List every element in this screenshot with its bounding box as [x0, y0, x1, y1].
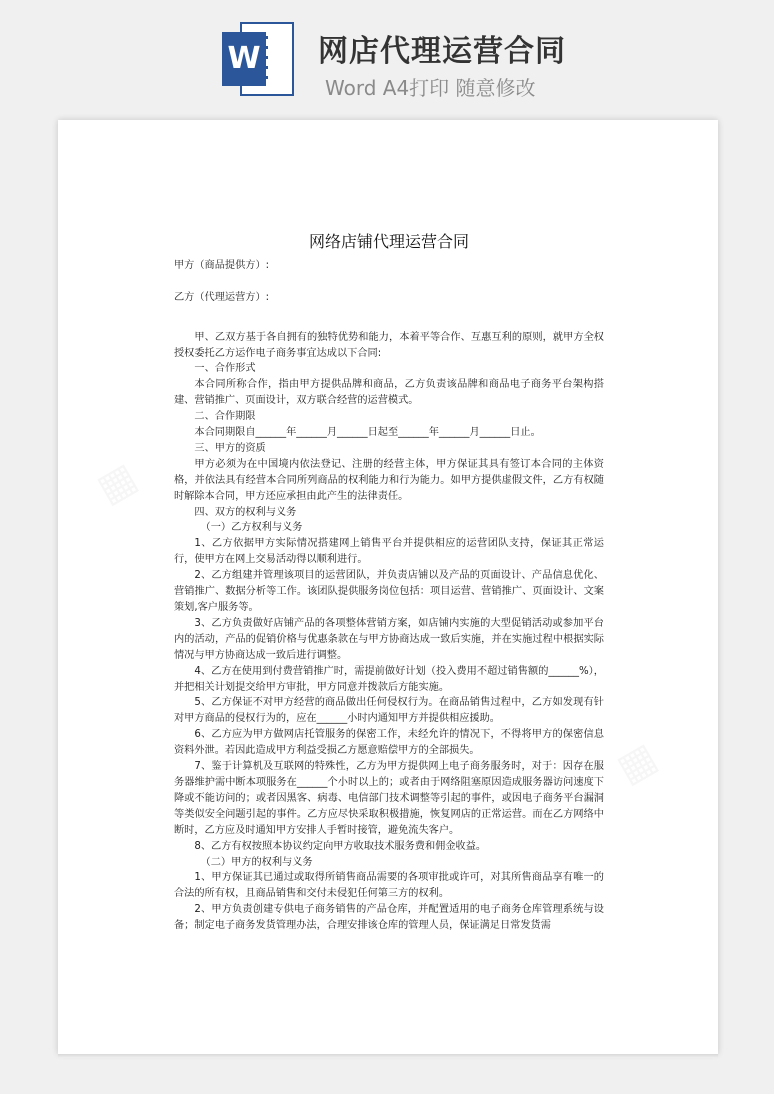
list-item: 3、乙方负责做好店铺产品的各项整体营销方案，如店铺内实施的大型促销活动或参加平台内的活动，产品的促销价格与优惠条款在与甲方协商达成一致后实施，并在实施过程中根据实际情况与甲方协商达成一致后进行调整。 [174, 617, 604, 661]
list-item: 4、乙方在使用到付费营销推广时，需提前做好计划（投入费用不超过销售额的______%），并把相关计划提交给甲方审批，甲方同意并拨款后方能实施。 [174, 665, 604, 693]
document-title: 网络店铺代理运营合同 [308, 232, 469, 251]
logo-letter: W [222, 32, 266, 86]
document-body [174, 258, 604, 934]
list-item: 1、甲方保证其已通过或取得所销售商品需要的各项审批或许可，对其所售商品享有唯一的合法的所有权，且商品销售和交付未侵犯任何第三方的权利。 [174, 872, 604, 900]
section-heading: 一、合作形式 [194, 363, 256, 375]
list-item: 2、甲方负责创建专供电子商务销售的产品仓库，并配置适用的电子商务仓库管理系统与设备；制定电子商务发货管理办法，合理安排该仓库的管理人员，保证满足日常发货需 [174, 904, 604, 932]
subsection-heading: （二）甲方的权利与义务 [200, 856, 313, 868]
document-page [58, 120, 718, 1054]
party-b-line: 乙方（代理运营方）: [174, 291, 270, 303]
section-heading: 四、双方的权利与义务 [194, 506, 297, 518]
section-heading: 二、合作期限 [194, 411, 256, 423]
page-banner [0, 0, 774, 112]
list-item: 5、乙方保证不对甲方经营的商品做出任何侵权行为。在商品销售过程中，乙方如发现有针对甲方商品的侵权行为的，应在______小时内通知甲方并提供相应援助。 [174, 697, 604, 725]
preamble-paragraph: 甲、乙双方基于各自拥有的独特优势和能力，本着平等合作、互惠互利的原则，就甲方全权授权委托乙方运作电子商务事宜达成以下合同: [174, 331, 604, 359]
list-item: 7、鉴于计算机及互联网的特殊性，乙方为甲方提供网上电子商务服务时，对于：因存在服务器维护需中断本项服务在______个小时以上的；或者由于网络阻塞原因造成服务器访问速度下降或不能访问的；或者因黑客、病毒、电信部门技术调整等引起的事件，或因电子商务平台漏洞等类似安全问题引起的事件。乙方应尽快采取积极措施，恢复网店的正常运营。而在乙方网络中断时，乙方应及时通知甲方安排人手暂时接管，避免流失客户。 [174, 761, 604, 836]
watermark [609, 734, 665, 793]
section-heading: 三、甲方的资质 [194, 442, 266, 454]
party-a-line: 甲方（商品提供方）: [174, 260, 270, 271]
banner-title: 网店代理运营合同 [318, 34, 566, 69]
watermark [89, 454, 145, 513]
list-item: 2、乙方组建并管理该项目的运营团队，并负责店铺以及产品的页面设计、产品信息优化、营销推广、数据分析等工作。该团队提供服务岗位包括：项目运营、营销推广、页面设计、文案策划,客户服务等。 [174, 570, 604, 613]
banner-subtitle: Word A4打印 随意修改 [325, 76, 536, 100]
list-item: 1、乙方依据甲方实际情况搭建网上销售平台并提供相应的运营团队支持，保证其正常运行，使甲方在网上交易活动得以顺利进行。 [174, 538, 604, 566]
paragraph: 本合同期限自______年______月______日起至______年______月______日止。 [194, 427, 541, 439]
subsection-heading: （一）乙方权利与义务 [200, 522, 303, 534]
list-item: 6、乙方应为甲方做网店托管服务的保密工作，未经允许的情况下，不得将甲方的保密信息资料外泄。若因此造成甲方利益受损乙方愿意赔偿甲方的全部损失。 [174, 729, 604, 757]
paragraph: 甲方必须为在中国境内依法登记、注册的经营主体，甲方保证其具有签订本合同的主体资格，并依法具有经营本合同所列商品的权利能力和行为能力。如甲方提供虚假文件，乙方有权随时解除本合同，甲方还应承担由此产生的法律责任。 [174, 458, 604, 502]
word-document-icon [222, 22, 294, 96]
list-item: 8、乙方有权按照本协议约定向甲方收取技术服务费和佣金收益。 [194, 840, 487, 852]
paragraph: 本合同所称合作，指由甲方提供品牌和商品，乙方负责该品牌和商品电子商务平台架构搭建、营销推广、页面设计，双方联合经营的运营模式。 [174, 379, 604, 407]
page-shadow [58, 1054, 718, 1058]
